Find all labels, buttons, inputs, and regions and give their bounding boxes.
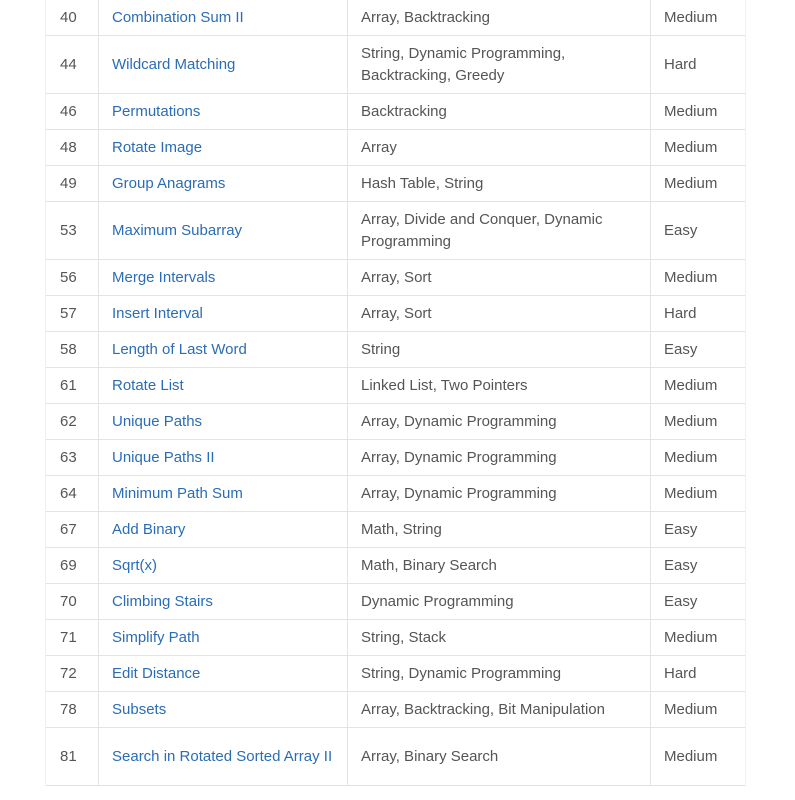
problem-title-link[interactable]: Unique Paths [112,412,203,430]
problem-id: 56 [46,260,99,296]
problem-tags: Array, Sort [348,296,651,332]
problem-title-link[interactable]: Combination Sum II [112,8,244,26]
problem-id: 62 [46,404,99,440]
problem-difficulty: Medium [651,476,746,512]
problem-id: 70 [46,584,99,620]
problem-id: 72 [46,656,99,692]
problem-title-cell [99,368,348,404]
table-row [46,440,746,476]
problem-id: 48 [46,130,99,166]
problem-title-cell [99,296,348,332]
problem-title-link[interactable]: Group Anagrams [112,174,226,192]
problem-title-cell [99,548,348,584]
problem-id: 40 [46,0,99,36]
problem-id: 71 [46,620,99,656]
problem-difficulty: Medium [651,166,746,202]
problem-id: 64 [46,476,99,512]
table-row [46,512,746,548]
problem-title-link[interactable]: Maximum Subarray [112,221,243,239]
problem-tags: String, Stack [348,620,651,656]
problem-title-link[interactable]: Insert Interval [112,304,203,322]
problem-difficulty: Medium [651,130,746,166]
problem-tags: Array, Divide and Conquer, Dynamic Programming [348,202,651,260]
table-row [46,130,746,166]
table-row [46,0,746,36]
problem-title-cell [99,332,348,368]
problem-title-cell [99,512,348,548]
problem-tags: Array, Backtracking, Bit Manipulation [348,692,651,728]
problem-title-cell [99,166,348,202]
table-row [46,296,746,332]
problem-difficulty: Medium [651,692,746,728]
problem-id: 63 [46,440,99,476]
problem-difficulty: Easy [651,548,746,584]
problem-difficulty: Hard [651,656,746,692]
problem-tags: Linked List, Two Pointers [348,368,651,404]
problem-difficulty: Easy [651,202,746,260]
problem-id: 44 [46,36,99,94]
problem-title-link[interactable]: Climbing Stairs [112,592,213,610]
problem-id: 69 [46,548,99,584]
problem-title-link[interactable]: Permutations [112,102,201,120]
table-row [46,548,746,584]
problem-title-link[interactable]: Edit Distance [112,664,201,682]
problem-tags: String [348,332,651,368]
problem-difficulty: Medium [651,404,746,440]
problem-title-cell [99,202,348,260]
problem-tags: Array, Backtracking [348,0,651,36]
problem-id: 57 [46,296,99,332]
table-row [46,368,746,404]
problems-table-body [46,0,746,786]
table-row [46,202,746,260]
table-row [46,166,746,202]
table-row [46,260,746,296]
problem-title-link[interactable]: Add Binary [112,520,186,538]
problem-tags: Array, Dynamic Programming [348,440,651,476]
problem-title-link[interactable]: Subsets [112,700,167,718]
problem-id: 81 [46,728,99,786]
problem-difficulty: Medium [651,260,746,296]
problem-title-cell [99,94,348,130]
problem-tags: Math, Binary Search [348,548,651,584]
problem-title-cell [99,0,348,36]
table-row [46,620,746,656]
table-row [46,404,746,440]
problem-title-cell [99,656,348,692]
problem-difficulty: Easy [651,512,746,548]
problem-difficulty: Hard [651,296,746,332]
problem-tags: Array, Sort [348,260,651,296]
problem-tags: Array, Binary Search [348,728,651,786]
problem-id: 67 [46,512,99,548]
problem-id: 78 [46,692,99,728]
problem-title-link[interactable]: Unique Paths II [112,448,215,466]
problem-difficulty: Medium [651,368,746,404]
problem-tags: Array [348,130,651,166]
problem-tags: Array, Dynamic Programming [348,476,651,512]
table-row [46,728,746,786]
problems-table-container [45,0,745,786]
problem-title-cell [99,404,348,440]
problem-tags: Hash Table, String [348,166,651,202]
problem-title-cell [99,36,348,94]
problem-difficulty: Medium [651,0,746,36]
problem-id: 58 [46,332,99,368]
problem-tags: String, Dynamic Programming, Backtracking, Greedy [348,36,651,94]
problem-title-link[interactable]: Search in Rotated Sorted Array II [112,747,333,765]
table-row [46,36,746,94]
problem-title-link[interactable]: Rotate List [112,376,184,394]
problem-title-cell [99,130,348,166]
table-row [46,94,746,130]
problem-difficulty: Easy [651,332,746,368]
problem-difficulty: Hard [651,36,746,94]
problem-difficulty: Medium [651,440,746,476]
table-row [46,584,746,620]
problem-title-link[interactable]: Wildcard Matching [112,55,236,73]
problem-tags: Math, String [348,512,651,548]
table-row [46,692,746,728]
problem-title-cell [99,476,348,512]
problem-difficulty: Easy [651,584,746,620]
problem-title-cell [99,260,348,296]
problem-tags: Array, Dynamic Programming [348,404,651,440]
problem-title-cell [99,440,348,476]
problems-table [45,0,746,786]
problem-title-link[interactable]: Simplify Path [112,628,200,646]
problem-id: 53 [46,202,99,260]
table-row [46,656,746,692]
problem-title-link[interactable]: Rotate Image [112,138,203,156]
problem-title-link[interactable]: Sqrt(x) [112,556,157,574]
problem-id: 61 [46,368,99,404]
problem-tags: Dynamic Programming [348,584,651,620]
problem-title-link[interactable]: Length of Last Word [112,340,247,358]
table-row [46,476,746,512]
problem-id: 46 [46,94,99,130]
problem-id: 49 [46,166,99,202]
problem-title-link[interactable]: Minimum Path Sum [112,484,243,502]
problem-title-cell [99,620,348,656]
problem-tags: String, Dynamic Programming [348,656,651,692]
problem-title-link[interactable]: Merge Intervals [112,268,216,286]
problem-title-cell [99,728,348,786]
problem-tags: Backtracking [348,94,651,130]
table-row [46,332,746,368]
problem-difficulty: Medium [651,620,746,656]
problem-difficulty: Medium [651,728,746,786]
problem-difficulty: Medium [651,94,746,130]
problem-title-cell [99,692,348,728]
problem-title-cell [99,584,348,620]
